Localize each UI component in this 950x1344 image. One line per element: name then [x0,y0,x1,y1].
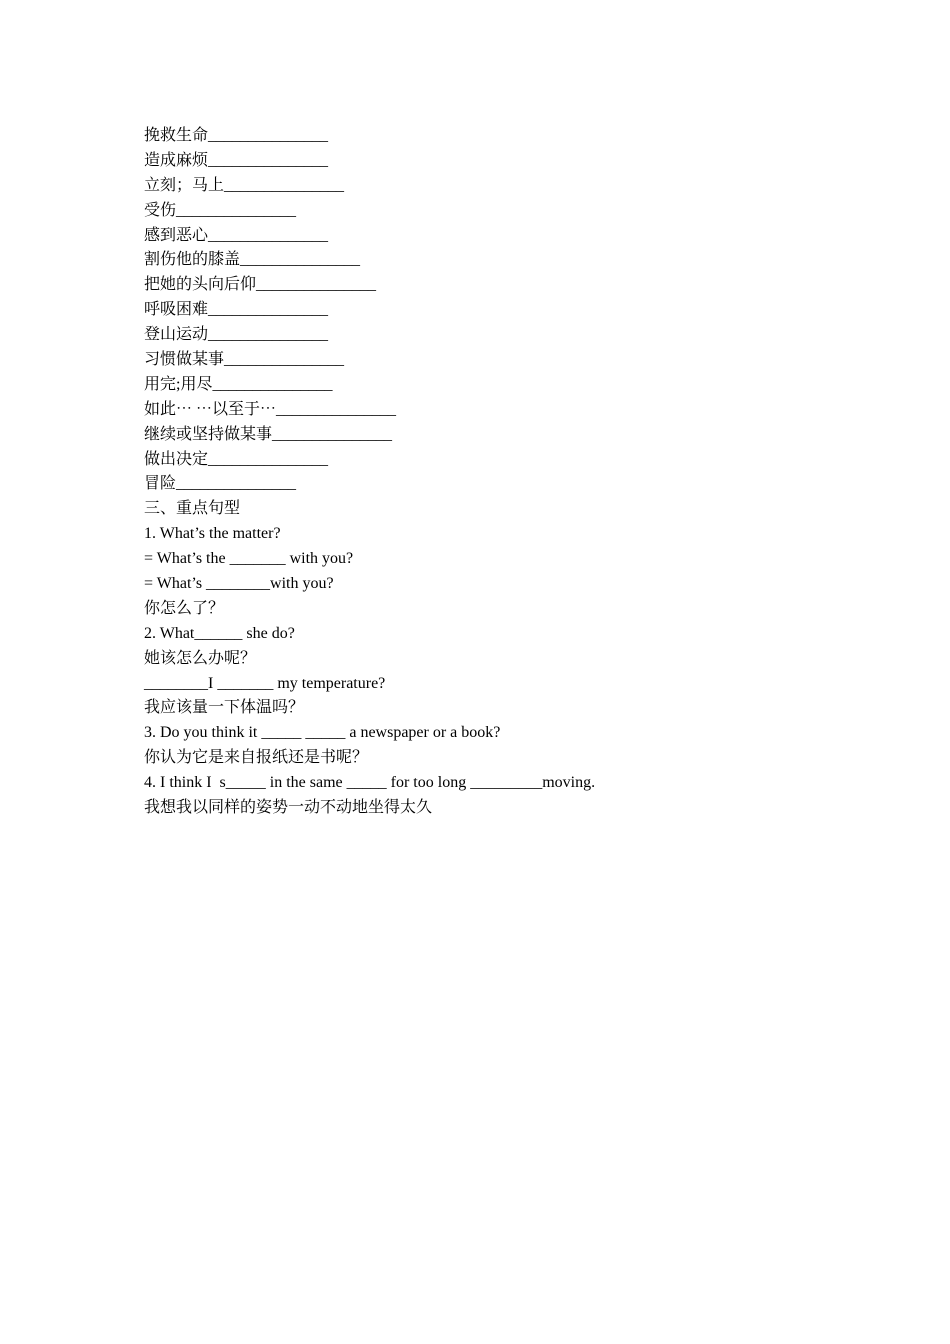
sentence-line: 3. Do you think it _____ _____ a newspaper or a book? [144,724,501,742]
phrase-line: 冒险_______________ [144,475,297,493]
sentence-line: = What’s the _______ with you? [144,550,354,568]
phrase-line: 挽救生命_______________ [144,127,329,144]
section-heading: 三、重点句型 [144,500,241,518]
sentence-translation: 我应该量一下体温吗？ [144,699,305,717]
sentence-line: 4. I think I s_____ in the same _____ for too long _________moving. [144,774,596,792]
phrase-line: 如此⋯ ⋯以至于⋯_______________ [144,400,397,418]
sentence-line: = What’s ________with you? [144,575,334,593]
sentence-line: 2. What______ she do? [144,624,295,642]
phrase-line: 习惯做某事_______________ [144,351,345,369]
phrase-line: 呼吸困难_______________ [144,301,329,319]
sentence-line: 1. What’s the matter? [144,525,281,543]
phrase-line: 感到恶心_______________ [144,226,329,244]
phrase-line: 立刻；马上_______________ [144,176,345,194]
sentence-translation: 你怎么了？ [144,599,225,617]
phrase-line: 受伤_______________ [144,201,297,219]
document-page [144,124,844,821]
phrase-line: 做出决定_______________ [144,450,329,468]
phrase-line: 割伤他的膝盖_______________ [144,251,361,269]
phrase-line: 继续或坚持做某事_______________ [144,425,393,443]
phrase-line: 把她的头向后仰_______________ [144,276,377,294]
sentence-line: ________I _______ my temperature? [144,674,386,692]
phrase-line: 造成麻烦_______________ [144,151,329,169]
sentence-translation: 她该怎么办呢？ [144,649,257,667]
phrase-line: 用完;用尽_______________ [144,375,333,393]
phrase-line: 登山运动_______________ [144,326,329,344]
sentence-translation: 你认为它是来自报纸还是书呢？ [144,749,369,767]
sentence-translation: 我想我以同样的姿势一动不动地坐得太久 [144,799,433,817]
